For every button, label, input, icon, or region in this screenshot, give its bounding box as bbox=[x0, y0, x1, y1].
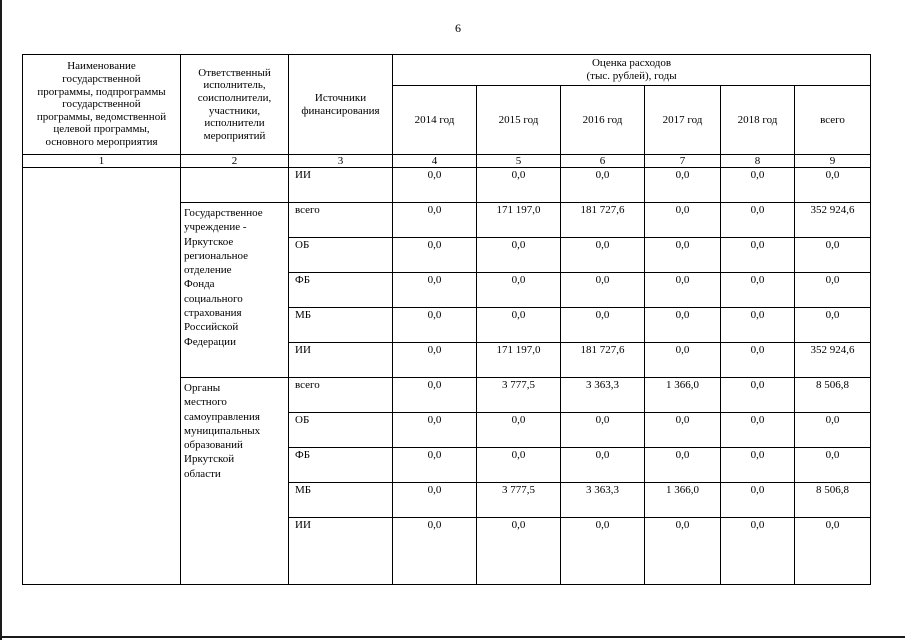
program-name-cell bbox=[23, 168, 181, 585]
value-cell: 0,0 bbox=[795, 308, 871, 343]
value-cell: 0,0 bbox=[477, 273, 561, 308]
value-cell: 0,0 bbox=[721, 238, 795, 273]
value-cell: 0,0 bbox=[393, 203, 477, 238]
header-program-name: Наименование государственной программы, подпрограммы государственной программы, ведомственной целевой программы, основного мероприятия bbox=[23, 55, 181, 155]
value-cell: 0,0 bbox=[645, 168, 721, 203]
column-number: 1 bbox=[23, 155, 181, 168]
value-cell: 0,0 bbox=[561, 448, 645, 483]
column-number: 7 bbox=[645, 155, 721, 168]
executor-cell: Государственное учреждение - Иркутское региональное отделение Фонда социального страхования Российской Федерации bbox=[181, 203, 289, 378]
value-cell: 0,0 bbox=[393, 518, 477, 585]
value-cell: 0,0 bbox=[795, 518, 871, 585]
value-cell: 0,0 bbox=[721, 518, 795, 585]
funding-source: ОБ bbox=[289, 413, 393, 448]
value-cell: 0,0 bbox=[795, 413, 871, 448]
header-executor: Ответственный исполнитель, соисполнители, участники, исполнители мероприятий bbox=[181, 55, 289, 155]
funding-source: всего bbox=[289, 203, 393, 238]
value-cell: 0,0 bbox=[477, 518, 561, 585]
value-cell: 0,0 bbox=[393, 308, 477, 343]
value-cell: 8 506,8 bbox=[795, 378, 871, 413]
value-cell: 0,0 bbox=[477, 168, 561, 203]
value-cell: 352 924,6 bbox=[795, 343, 871, 378]
value-cell: 0,0 bbox=[477, 308, 561, 343]
value-cell: 0,0 bbox=[561, 168, 645, 203]
value-cell: 0,0 bbox=[645, 273, 721, 308]
value-cell: 0,0 bbox=[393, 238, 477, 273]
value-cell: 0,0 bbox=[393, 378, 477, 413]
value-cell: 0,0 bbox=[477, 238, 561, 273]
column-number: 6 bbox=[561, 155, 645, 168]
funding-source: ФБ bbox=[289, 273, 393, 308]
value-cell: 0,0 bbox=[645, 343, 721, 378]
executor-cell bbox=[181, 168, 289, 203]
page-number: 6 bbox=[455, 21, 461, 35]
value-cell: 0,0 bbox=[393, 168, 477, 203]
column-number: 9 bbox=[795, 155, 871, 168]
value-cell: 3 777,5 bbox=[477, 378, 561, 413]
funding-source: МБ bbox=[289, 308, 393, 343]
funding-source: ИИ bbox=[289, 343, 393, 378]
column-number: 5 bbox=[477, 155, 561, 168]
value-cell: 1 366,0 bbox=[645, 483, 721, 518]
header-year: 2018 год bbox=[721, 86, 795, 155]
header-cost-estimate: Оценка расходов (тыс. рублей), годы bbox=[393, 55, 871, 86]
value-cell: 0,0 bbox=[393, 448, 477, 483]
column-number: 4 bbox=[393, 155, 477, 168]
value-cell: 0,0 bbox=[645, 518, 721, 585]
value-cell: 0,0 bbox=[561, 308, 645, 343]
value-cell: 3 777,5 bbox=[477, 483, 561, 518]
value-cell: 0,0 bbox=[561, 273, 645, 308]
header-total: всего bbox=[795, 86, 871, 155]
column-number: 8 bbox=[721, 155, 795, 168]
value-cell: 1 366,0 bbox=[645, 378, 721, 413]
header-year: 2016 год bbox=[561, 86, 645, 155]
value-cell: 0,0 bbox=[721, 448, 795, 483]
value-cell: 0,0 bbox=[795, 238, 871, 273]
value-cell: 0,0 bbox=[561, 238, 645, 273]
funding-source: ИИ bbox=[289, 168, 393, 203]
expense-table bbox=[22, 54, 871, 585]
header-year: 2017 год bbox=[645, 86, 721, 155]
value-cell: 0,0 bbox=[477, 448, 561, 483]
value-cell: 352 924,6 bbox=[795, 203, 871, 238]
funding-source: МБ bbox=[289, 483, 393, 518]
header-year: 2014 год bbox=[393, 86, 477, 155]
value-cell: 0,0 bbox=[721, 378, 795, 413]
value-cell: 0,0 bbox=[393, 413, 477, 448]
funding-source: всего bbox=[289, 378, 393, 413]
value-cell: 171 197,0 bbox=[477, 203, 561, 238]
value-cell: 0,0 bbox=[721, 483, 795, 518]
value-cell: 0,0 bbox=[393, 343, 477, 378]
value-cell: 0,0 bbox=[721, 168, 795, 203]
table-row bbox=[23, 168, 871, 203]
value-cell: 0,0 bbox=[561, 413, 645, 448]
value-cell: 0,0 bbox=[645, 413, 721, 448]
value-cell: 8 506,8 bbox=[795, 483, 871, 518]
value-cell: 0,0 bbox=[721, 413, 795, 448]
value-cell: 0,0 bbox=[561, 518, 645, 585]
column-number: 2 bbox=[181, 155, 289, 168]
value-cell: 0,0 bbox=[721, 273, 795, 308]
page-left-border bbox=[0, 0, 2, 640]
page-bottom-border bbox=[0, 636, 905, 638]
value-cell: 0,0 bbox=[721, 308, 795, 343]
funding-source: ФБ bbox=[289, 448, 393, 483]
value-cell: 0,0 bbox=[477, 413, 561, 448]
value-cell: 0,0 bbox=[795, 273, 871, 308]
value-cell: 181 727,6 bbox=[561, 343, 645, 378]
funding-source: ИИ bbox=[289, 518, 393, 585]
header-funding-source: Источники финансирования bbox=[289, 55, 393, 155]
funding-source: ОБ bbox=[289, 238, 393, 273]
header-year: 2015 год bbox=[477, 86, 561, 155]
value-cell: 0,0 bbox=[393, 483, 477, 518]
value-cell: 181 727,6 bbox=[561, 203, 645, 238]
executor-cell: Органы местного самоуправления муниципальных образований Иркутской области bbox=[181, 378, 289, 585]
value-cell: 0,0 bbox=[393, 273, 477, 308]
value-cell: 0,0 bbox=[645, 448, 721, 483]
value-cell: 0,0 bbox=[645, 203, 721, 238]
value-cell: 0,0 bbox=[795, 168, 871, 203]
value-cell: 3 363,3 bbox=[561, 483, 645, 518]
value-cell: 0,0 bbox=[795, 448, 871, 483]
value-cell: 0,0 bbox=[721, 203, 795, 238]
value-cell: 0,0 bbox=[645, 308, 721, 343]
value-cell: 3 363,3 bbox=[561, 378, 645, 413]
value-cell: 0,0 bbox=[721, 343, 795, 378]
column-number: 3 bbox=[289, 155, 393, 168]
value-cell: 0,0 bbox=[645, 238, 721, 273]
column-number-row bbox=[23, 155, 871, 168]
value-cell: 171 197,0 bbox=[477, 343, 561, 378]
